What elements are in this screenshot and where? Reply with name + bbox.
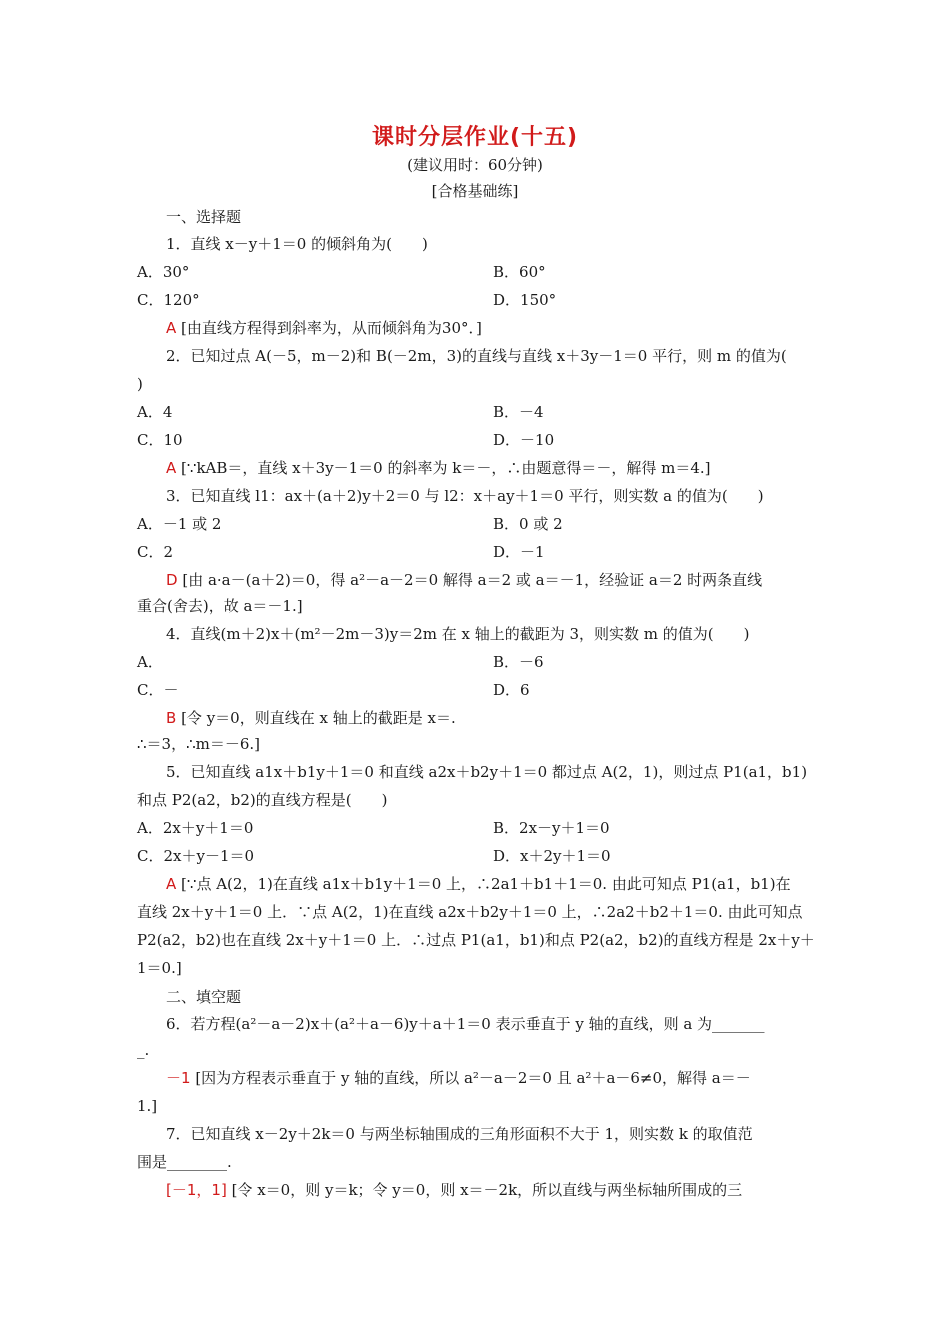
q7-answer: [－1，1] bbox=[166, 1181, 227, 1199]
q5-explanation-3: P2(a2，b2)也在直线 2x＋y＋1＝0 上．∴过点 P1(a1，b1)和点 P2(a2，b2)的直线方程是 2x＋y＋ bbox=[137, 931, 815, 949]
q5-option-c: C．2x＋y－1＝0 bbox=[137, 847, 255, 865]
q4-option-b: B．－6 bbox=[493, 653, 544, 671]
q6-stem-line2: _. bbox=[137, 1041, 150, 1059]
q6-solution-line1 bbox=[166, 1068, 751, 1088]
q5-option-d: D．x＋2y＋1＝0 bbox=[493, 847, 611, 865]
q7-stem-line1: 7．已知直线 x－2y＋2k＝0 与两坐标轴围成的三角形面积不大于 1，则实数 k 的取值范 bbox=[166, 1125, 753, 1143]
q3-explanation-2: 重合(舍去)，故 a＝－1.] bbox=[137, 597, 303, 615]
q6-explanation-1: [因为方程表示垂直于 y 轴的直线，所以 a²－a－2＝0 且 a²＋a－6≠0，解得 a＝－ bbox=[195, 1069, 751, 1087]
q7-stem-line2: 围是________. bbox=[137, 1153, 232, 1171]
q1-option-c: C．120° bbox=[137, 291, 200, 309]
q3-option-b: B．0 或 2 bbox=[493, 515, 563, 533]
q1-option-b: B．60° bbox=[493, 263, 546, 281]
q3-option-d: D．－1 bbox=[493, 543, 545, 561]
q5-stem-line1: 5．已知直线 a1x＋b1y＋1＝0 和直线 a2x＋b2y＋1＝0 都过点 A(2，1)，则过点 P1(a1，b1) bbox=[166, 763, 808, 781]
q4-solution-line1 bbox=[166, 708, 456, 728]
q2-option-c: C．10 bbox=[137, 431, 183, 449]
q4-stem: 4．直线(m＋2)x＋(m²－2m－3)y＝2m 在 x 轴上的截距为 3，则实数 m 的值为( ) bbox=[166, 625, 750, 643]
q3-option-c: C．2 bbox=[137, 543, 174, 561]
q5-option-a: A．2x＋y＋1＝0 bbox=[137, 819, 254, 837]
q4-option-a: A． bbox=[137, 653, 163, 671]
q1-option-a: A．30° bbox=[137, 263, 190, 281]
q2-solution bbox=[166, 458, 711, 478]
q6-explanation-2: 1.] bbox=[137, 1097, 158, 1115]
q6-stem-line1: 6．若方程(a²－a－2)x＋(a²＋a－6)y＋a＋1＝0 表示垂直于 y 轴的直线，则 a 为_______ bbox=[166, 1015, 765, 1033]
q4-option-c: C．－ bbox=[137, 681, 179, 699]
q2-stem-line1: 2．已知过点 A(－5，m－2)和 B(－2m，3)的直线与直线 x＋3y－1＝0 平行，则 m 的值为( bbox=[166, 347, 787, 365]
q3-answer: D bbox=[166, 571, 178, 589]
q1-option-d: D．150° bbox=[493, 291, 557, 309]
q5-explanation-1: [∵点 A(2，1)在直线 a1x＋b1y＋1＝0 上，∴2a1＋b1＋1＝0. 由此可知点 P1(a1，b1)在 bbox=[181, 875, 791, 893]
q4-answer: B bbox=[166, 709, 177, 727]
q5-answer: A bbox=[166, 875, 177, 893]
q4-explanation-2: ∴＝3，∴m＝－6.] bbox=[137, 735, 261, 753]
q1-answer: A bbox=[166, 319, 177, 337]
q1-solution bbox=[166, 318, 482, 338]
q2-stem-line2: ) bbox=[137, 375, 143, 393]
q3-explanation-1: [由 a·a－(a＋2)＝0，得 a²－a－2＝0 解得 a＝2 或 a＝－1，经验证 a＝2 时两条直线 bbox=[182, 571, 763, 589]
q4-option-d: D．6 bbox=[493, 681, 530, 699]
q7-solution-line1 bbox=[166, 1180, 742, 1200]
q2-explanation: [∵kAB＝，直线 x＋3y－1＝0 的斜率为 k＝－，∴由题意得＝－，解得 m＝4.] bbox=[181, 459, 711, 477]
q4-explanation-1: [令 y＝0，则直线在 x 轴上的截距是 x＝. bbox=[181, 709, 456, 727]
q6-answer: －1 bbox=[166, 1069, 191, 1087]
q3-stem: 3．已知直线 l1：ax＋(a＋2)y＋2＝0 与 l2：x＋ay＋1＝0 平行，则实数 a 的值为( ) bbox=[166, 487, 764, 505]
q1-stem: 1．直线 x－y＋1＝0 的倾斜角为( ) bbox=[166, 235, 428, 253]
q3-solution-line1 bbox=[166, 570, 762, 590]
q1-explanation: [由直线方程得到斜率为，从而倾斜角为30°．] bbox=[181, 319, 482, 337]
q2-option-b: B．－4 bbox=[493, 403, 544, 421]
time-note: (建议用时：60分钟) bbox=[407, 156, 543, 174]
q2-option-a: A．4 bbox=[137, 403, 173, 421]
q5-solution-line1 bbox=[166, 874, 791, 894]
page-title: 课时分层作业(十五) bbox=[371, 125, 579, 150]
section-choice: 一、选择题 bbox=[166, 208, 242, 226]
q3-option-a: A．－1 或 2 bbox=[137, 515, 222, 533]
q5-stem-line2: 和点 P2(a2，b2)的直线方程是( ) bbox=[137, 791, 388, 809]
q5-explanation-4: 1＝0.] bbox=[137, 959, 182, 977]
section-fill: 二、填空题 bbox=[166, 988, 242, 1006]
q5-option-b: B．2x－y＋1＝0 bbox=[493, 819, 610, 837]
q2-option-d: D．－10 bbox=[493, 431, 555, 449]
q5-explanation-2: 直线 2x＋y＋1＝0 上．∵点 A(2，1)在直线 a2x＋b2y＋1＝0 上，∴2a2＋b2＋1＝0. 由此可知点 bbox=[137, 903, 803, 921]
q2-answer: A bbox=[166, 459, 177, 477]
level-label: [合格基础练] bbox=[431, 182, 519, 200]
q7-explanation-1: [令 x＝0，则 y＝k；令 y＝0，则 x＝－2k，所以直线与两坐标轴所围成的三 bbox=[231, 1181, 743, 1199]
